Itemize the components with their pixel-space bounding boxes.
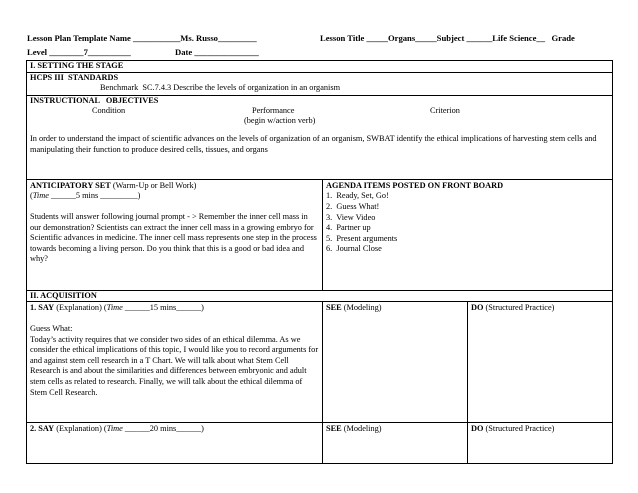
say1-row xyxy=(27,302,613,423)
agenda-heading: AGENDA ITEMS POSTED ON FRONT BOARD xyxy=(326,180,504,190)
benchmark-text: Benchmark SC.7.4.3 Describe the levels of organization in an organism xyxy=(100,83,341,93)
section1-title: I. SETTING THE STAGE xyxy=(27,61,613,73)
say1-heading: 1. SAY xyxy=(30,303,55,313)
anticipatory-time-value: ______5 mins _________) xyxy=(48,191,141,201)
agenda-item: 5. Present arguments xyxy=(326,233,398,243)
header-date: Date _______________ xyxy=(175,47,259,57)
do-cell xyxy=(468,302,613,423)
say1-time-value: ______15 mins______) xyxy=(122,303,204,313)
anticipatory-row xyxy=(27,179,613,290)
criterion-label: Criterion xyxy=(430,106,460,116)
anticipatory-heading-note: (Warm-Up or Bell Work) xyxy=(110,180,197,190)
header-lesson-title: Lesson Title _____Organs_____Subject ______Life Science__ Grade xyxy=(320,33,575,43)
see-note: (Modeling) xyxy=(341,303,382,313)
see2-note: (Modeling) xyxy=(341,424,382,434)
section2-title-row xyxy=(27,290,613,302)
agenda-item: 6. Journal Close xyxy=(326,244,382,254)
say2-time-label: Time xyxy=(106,424,123,434)
anticipatory-body: Students will answer following journal prompt - > Remember the inner cell mass in our demonstration? Scientists can extract the inner cell mass in a growing embryo for Scientific advances in medicine. The inner cell mass represents one step in the process towards becoming a living person. Do you think that this is a good or bad idea and why? xyxy=(30,211,317,264)
agenda-item: 3. View Video xyxy=(326,212,376,222)
see2-heading: SEE xyxy=(326,424,342,434)
section1-title-row xyxy=(27,61,613,73)
objectives-heading: INSTRUCTIONAL OBJECTIVES xyxy=(30,95,159,105)
objectives-cell xyxy=(27,95,613,179)
say2-cell xyxy=(27,423,323,464)
anticipatory-heading: ANTICIPATORY SET xyxy=(30,180,111,190)
say2-row xyxy=(27,423,613,464)
agenda-cell xyxy=(323,179,613,290)
agenda-item: 4. Partner up xyxy=(326,223,371,233)
standards-cell xyxy=(27,72,613,95)
say2-heading: 2. SAY xyxy=(30,424,55,434)
see-heading: SEE xyxy=(326,303,342,313)
standards-row xyxy=(27,72,613,95)
objective-columns xyxy=(30,106,609,128)
objective-text: In order to understand the impact of scientific advances on the levels of organization of an organism, SWBAT identify the ethical implications of harvesting stem cells and manipulating their function to produce desired cells, tissues, and organs xyxy=(30,134,597,154)
do2-cell xyxy=(468,423,613,464)
anticipatory-open-paren: ( xyxy=(30,191,33,201)
agenda-item: 2. Guess What! xyxy=(326,201,380,211)
say1-note: (Explanation) ( xyxy=(54,303,107,313)
header-level: Level ________7__________ xyxy=(27,47,131,57)
do2-note: (Structured Practice) xyxy=(483,424,555,434)
standards-heading: HCPS III STANDARDS xyxy=(30,72,119,82)
do-heading: DO xyxy=(471,303,484,313)
say1-subheading: Guess What: xyxy=(30,323,73,333)
say1-cell xyxy=(27,302,323,423)
anticipatory-time-label: Time xyxy=(32,191,49,201)
say1-time-label: Time xyxy=(106,303,123,313)
lesson-plan-table xyxy=(26,60,613,464)
condition-label: Condition xyxy=(92,106,126,116)
objectives-row xyxy=(27,95,613,179)
see2-cell xyxy=(323,423,468,464)
header-name: Lesson Plan Template Name ___________Ms. Russo_________ xyxy=(27,33,257,43)
anticipatory-cell xyxy=(27,179,323,290)
agenda-item: 1. Ready, Set, Go! xyxy=(326,191,389,201)
performance-sub-label: (begin w/action verb) xyxy=(244,116,316,126)
performance-label: Performance xyxy=(252,106,295,116)
do2-heading: DO xyxy=(471,424,484,434)
see-cell xyxy=(323,302,468,423)
say2-note: (Explanation) ( xyxy=(54,424,107,434)
say1-body: Today’s activity requires that we consider two sides of an ethical dilemma. As we consider the ethical implications of this topic, I would like you to record arguments for and against stem cell research in a T Chart. We will talk about what Stem Cell Research is and about the similarities and differences between embryonic and adult stem cells as related to research. Finally, we will talk about the ethical dilemma of Stem Cell Research. xyxy=(30,334,319,397)
do-note: (Structured Practice) xyxy=(483,303,555,313)
section2-title: II. ACQUISITION xyxy=(27,290,613,302)
say2-time-value: ______20 mins______) xyxy=(122,424,204,434)
